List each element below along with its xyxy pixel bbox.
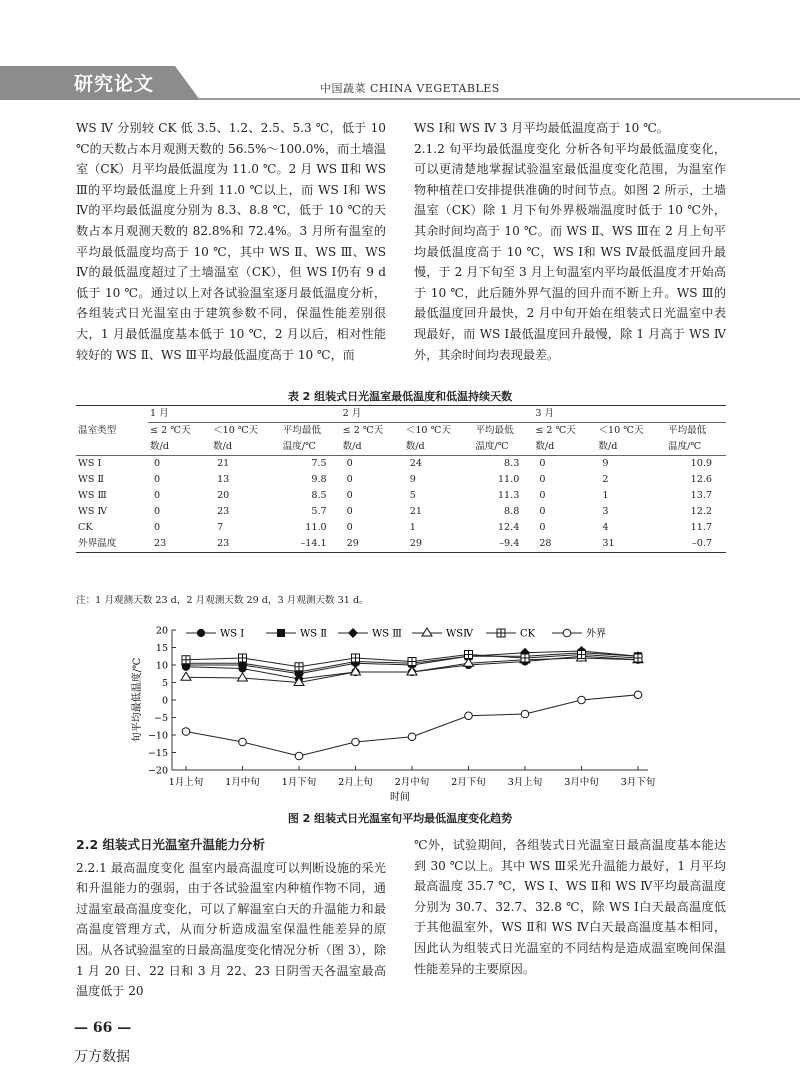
data-point (295, 663, 303, 671)
legend-marker (563, 629, 571, 637)
table-caption: 表 2 组装式日光温室最低温度和低温持续天数 (287, 390, 513, 403)
col-header: 数/d (598, 441, 618, 452)
table-cell: 23 (154, 538, 167, 549)
row-label: WS Ⅲ (78, 490, 107, 501)
row-label: WS Ⅳ (78, 506, 108, 517)
section-title: 研究论文 (74, 73, 155, 95)
legend-label: CK (520, 628, 536, 640)
table-cell: 24 (409, 458, 422, 469)
table-cell: –14.1 (300, 538, 327, 549)
row-label: WS Ⅱ (78, 474, 105, 485)
col-header: ＜10 ℃天 (405, 425, 451, 436)
row-label: CK (78, 522, 93, 533)
table-cell: 8.5 (311, 490, 327, 501)
data-point (352, 654, 360, 662)
y-tick-label: 10 (155, 660, 168, 672)
left-column-top (76, 118, 386, 365)
data-point (239, 654, 247, 662)
data-point (465, 651, 473, 659)
header-band (0, 66, 800, 100)
data-point (578, 651, 586, 659)
paragraph: WS Ⅰ和 WS Ⅳ 3 月平均最低温度高于 10 ℃。 (414, 121, 669, 135)
table-cell: 0 (346, 474, 353, 485)
x-tick-label: 1月上旬 (168, 777, 204, 788)
y-tick-label: −20 (147, 765, 168, 777)
paragraph (414, 139, 726, 366)
header-rule (198, 98, 800, 100)
data-point (352, 738, 360, 746)
col-header: 平均最低 (668, 425, 707, 436)
table-cell: 13 (217, 474, 230, 485)
table-cell: 0 (154, 506, 161, 517)
table-row (76, 520, 726, 536)
subsection-title: 2.1.2 旬平均最低温度变化 (414, 141, 561, 156)
table-cell: 0 (346, 458, 353, 469)
table-cell: 4 (602, 522, 609, 533)
table-cell: 12.6 (690, 474, 712, 485)
table-row (76, 504, 726, 520)
table-cell: 23 (217, 538, 230, 549)
table-cell: 23 (217, 506, 230, 517)
table-cell: 21 (217, 458, 230, 469)
table-cell: 11.0 (497, 474, 520, 485)
table-note: 注：1 月观测天数 23 d，2 月观测天数 29 d，3 月观测天数 31 d。 (76, 595, 369, 606)
table-cell: 10.9 (690, 458, 712, 469)
table-cell (76, 406, 148, 423)
col-header: ≤ 2 ℃天 (150, 425, 191, 436)
table-cell: 8.8 (504, 506, 520, 517)
col-header: 平均最低 (282, 425, 322, 436)
table-cell: 3 (602, 506, 609, 517)
table-cell: 0 (154, 458, 161, 469)
table-cell: –9.4 (499, 538, 520, 549)
data-point (578, 696, 586, 704)
table-cell: 0 (539, 522, 546, 533)
data-point (238, 673, 248, 681)
table-cell: 13.7 (690, 490, 712, 501)
table-cell: 11.0 (305, 522, 327, 533)
paragraph: WS Ⅳ 分别较 CK 低 3.5、1.2、2.5、5.3 ℃，低于 10 ℃的天数占本月观测天数的 56.5%～100.0%，而土墙温室（CK）月平均最低温度为 11.0 ℃。2 月 WS Ⅱ和 WS Ⅲ的平均最低温度上升到 11.0 ℃以上，而 WS Ⅰ和 WS Ⅳ的平均最低温度分别为 8.3、8.8 ℃，低于 10 ℃的天数占本月观测天数的 82.8%和 72.4%。3 月所有温室的平均最低温度均高于 10 ℃，其中 WS Ⅱ、WS Ⅲ、WS Ⅳ的最低温度超过了土墙温室（CK），但 WS Ⅰ仍有 9 d 低于 10 ℃。通过以上对各试验温室逐月最低温度分析，各组装式日光温室由于建筑参数不同，保温性能差别很大，1 月最低温度基本低于 10 ℃，2 月以后，相对性能较好的 WS Ⅱ、WS Ⅲ平均最低温度高于 10 ℃，而 (76, 121, 386, 362)
line-chart (120, 618, 680, 808)
col-header: 温度/℃ (282, 441, 316, 452)
data-point (295, 752, 303, 760)
col-header: 数/d (405, 441, 425, 452)
table-row (76, 472, 726, 488)
table-cell: 0 (539, 490, 546, 501)
table-cell: 9 (602, 458, 609, 469)
table-cell: 9 (409, 474, 416, 485)
x-tick-label: 1月下旬 (281, 777, 317, 788)
table-cell: 28 (539, 538, 552, 549)
table-cell: 2 (602, 474, 609, 485)
table-cell: 11.3 (497, 490, 520, 501)
paragraph: ℃外，试验期间，各组装式日光温室日最高温度基本能达到 30 ℃以上。其中 WS Ⅲ采光升温能力最好，1 月平均最高温度 35.7 ℃，WS Ⅰ、WS Ⅱ和 WS Ⅳ平均最高温度分别为 30.7、32.7、32.8 ℃，除 WS Ⅰ白天最高温度低于其他温室外，WS Ⅱ和 WS Ⅳ白天最高温度基本相同，因此认为组装式日光温室的不同结构是造成温室晚间保温性能差异的主要原因。 (414, 838, 726, 976)
table-cell: 0 (539, 458, 546, 469)
right-column-top (414, 118, 726, 365)
table-cell: 31 (602, 538, 615, 549)
legend-label: WSⅣ (446, 628, 474, 640)
col-header: ＜10 ℃天 (213, 425, 259, 436)
right-column-bottom (414, 835, 726, 979)
legend-label: WS Ⅰ (220, 628, 245, 640)
x-tick-label: 3月上旬 (507, 777, 543, 788)
month-header: 3 月 (533, 406, 726, 423)
section-heading: 2.2 组装式日光温室升温能力分析 (76, 837, 265, 852)
col-header: ≤ 2 ℃天 (535, 425, 576, 436)
col-header: 温度/℃ (668, 441, 702, 452)
table-cell: 0 (154, 522, 161, 533)
table-cell: 21 (409, 506, 422, 517)
y-tick-label: 0 (161, 695, 168, 707)
col-header: 数/d (535, 441, 555, 452)
table-cell: 0 (539, 506, 546, 517)
legend-marker (277, 629, 285, 637)
table-cell: 29 (346, 538, 359, 549)
data-point (181, 672, 191, 680)
col-header: ≤ 2 ℃天 (342, 425, 384, 436)
y-axis-label: 旬平均最低温度/℃ (132, 657, 143, 743)
table-cell (76, 439, 148, 456)
y-tick-label: −10 (147, 730, 168, 742)
table-cell: 9.8 (311, 474, 327, 485)
data-point (408, 658, 416, 666)
data-point (182, 728, 190, 736)
table-cell: 0 (346, 506, 353, 517)
row-label: WS Ⅰ (78, 458, 102, 469)
figure-caption: 图 2 组装式日光温室旬平均最低温度变化趋势 (287, 812, 513, 825)
data-point (239, 738, 247, 746)
paragraph-text: 温室内最高温度可以判断设施的采光和升温能力的强弱，由于各试验温室内种植作物不同，通过温室最高温度变化，可以了解温室白天的升温能力和最高温度管理方式，从而分析造成温室保温性能差异的原因。从各试验温室的日最高温度变化情况分析（图 3），除 1 月 20 日、22 日和 3 月 22、23 日阴雪天各温室最高温度低于 20 (76, 860, 386, 999)
col-header: 温度/℃ (475, 441, 509, 452)
x-axis-label: 时间 (390, 792, 410, 803)
data-point (634, 654, 642, 662)
table-cell: 0 (346, 490, 353, 501)
table-cell: 0 (346, 522, 353, 533)
col-header: 数/d (213, 441, 233, 452)
journal-name: 中国蔬菜 CHINA VEGETABLES (320, 82, 500, 95)
series-line (186, 695, 638, 756)
legend-label: WS Ⅱ (300, 628, 328, 640)
data-table (76, 405, 726, 553)
x-tick-label: 1月中旬 (225, 777, 260, 788)
table-cell: 20 (217, 490, 230, 501)
table-cell: 12.4 (497, 522, 520, 533)
data-point (182, 656, 190, 664)
type-header: 温室类型 (78, 424, 117, 436)
data-point (465, 712, 473, 720)
table-cell: 8.3 (504, 458, 520, 469)
y-tick-label: −15 (147, 748, 168, 759)
table-cell: 5 (409, 490, 416, 501)
data-point (521, 710, 529, 718)
table-cell: 0 (154, 474, 161, 485)
table-cell: 11.7 (690, 522, 712, 533)
table-cell: 0 (154, 490, 161, 501)
paragraph-text: 分析各旬平均最低温度变化，可以更清楚地掌握试验温室最低温度变化范围，为温室作物种植茬口安排提供准确的时间节点。如图 2 所示，土墙温室（CK）除 1 月下旬外界极端温度时低于 10 ℃外，其余时间均高于 10 ℃。而 WS Ⅱ、WS Ⅲ在 2 月上旬平均最低温度高于 10 ℃，WS Ⅰ和 WS Ⅳ最低温度回升最慢，于 2 月下旬至 3 月上旬温室内平均最低温度才开始高于 10 ℃，此后随外界气温的回升而不断上升。WS Ⅲ的最低温度回升最快，2 月中旬开始在组装式日光温室中表现最好，而 WS Ⅰ最低温度回升最慢，除 1 月高于 WS Ⅳ外，其余时间均表现最差。 (414, 141, 726, 362)
table-cell: 5.7 (311, 506, 327, 517)
month-header: 2 月 (341, 406, 534, 423)
table-row (76, 456, 726, 473)
table-cell: 7.5 (311, 458, 327, 469)
col-header: 数/d (150, 441, 169, 452)
x-tick-label: 2月下旬 (451, 777, 486, 788)
x-tick-label: 3月下旬 (620, 777, 656, 788)
table-row (76, 488, 726, 504)
legend-marker (422, 628, 432, 636)
col-header: 数/d (342, 441, 362, 452)
legend-marker (348, 628, 358, 638)
subsection-title: 2.2.1 最高温度变化 (76, 860, 185, 875)
table-cell: 0 (539, 474, 546, 485)
table-cell: 1 (602, 490, 609, 501)
legend-marker (497, 629, 505, 637)
col-header: 平均最低 (475, 425, 514, 436)
data-point (521, 654, 529, 662)
x-tick-label: 3月中旬 (564, 777, 599, 788)
month-header: 1 月 (148, 406, 341, 423)
table-row (76, 536, 726, 553)
page-number: — 66 — (74, 1020, 132, 1036)
row-label: 外界温度 (78, 538, 117, 549)
legend-label: 外界 (586, 628, 606, 640)
table-cell: 7 (217, 522, 224, 533)
paragraph (76, 858, 386, 1002)
left-column-bottom (76, 835, 386, 1002)
col-header: ＜10 ℃天 (598, 425, 644, 436)
x-tick-label: 2月中旬 (394, 777, 430, 788)
x-tick-label: 2月上旬 (338, 777, 373, 788)
legend-marker (197, 629, 204, 636)
watermark: 万方数据 (74, 1049, 130, 1065)
table-cell: –0.7 (691, 538, 712, 549)
table-cell: 29 (409, 538, 422, 549)
y-tick-label: 20 (155, 625, 168, 637)
table-cell: 1 (409, 522, 416, 533)
y-tick-label: 5 (161, 678, 168, 689)
y-tick-label: 15 (155, 643, 168, 654)
data-point (408, 733, 416, 741)
data-point (634, 691, 642, 699)
legend-label: WS Ⅲ (372, 628, 402, 640)
y-tick-label: −5 (153, 713, 168, 724)
table-cell: 12.2 (690, 506, 712, 517)
